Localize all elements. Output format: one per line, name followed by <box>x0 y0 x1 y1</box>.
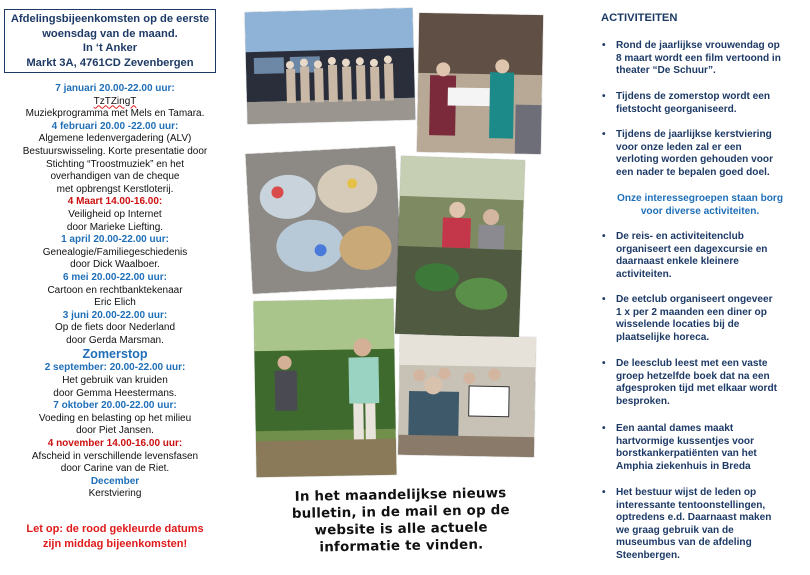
header-line-2: woensdag van de maand. <box>42 27 178 40</box>
event-line: door Marieke Liefting. <box>66 221 164 233</box>
photo-music-meeting <box>398 335 536 457</box>
activity-line: fietstocht georganiseerd. <box>616 103 737 115</box>
newsletter-line-4: informatie te vinden. <box>319 537 484 556</box>
event-date: December <box>90 475 140 487</box>
event-line: door Dick Waalboer. <box>70 259 160 271</box>
activity-line: we graag gebruik van de <box>616 524 734 536</box>
header-line-3: In ‘t Anker <box>82 42 138 55</box>
activity-line: voor onze leden zal er een <box>616 141 742 153</box>
header-line-1: Afdelingsbijeenkomsten op de eerste <box>10 13 210 25</box>
bullet-icon: • <box>602 129 606 140</box>
event-line: Bestuurswisseling. Korte presentatie door <box>22 145 208 157</box>
event-date: 4 februari 20.00 -22.00 uur: <box>51 120 179 132</box>
photo-herb-garden <box>253 299 396 477</box>
warning-line-2: zijn middag bijeenkomsten! <box>42 538 188 550</box>
event-line: Eric Elich <box>94 297 136 309</box>
event-date: 3 juni 20.00-22.00 uur: <box>62 309 168 321</box>
event-date: 1 april 20.00-22.00 uur: <box>61 234 169 246</box>
bullet-icon: • <box>602 423 606 434</box>
zomerstop-heading: Zomerstop <box>82 347 148 362</box>
activity-line: De reis- en activiteitenclub <box>616 231 744 242</box>
event-date: 6 mei 20.00-22.00 uur: <box>63 271 167 283</box>
event-line: TzTZingT <box>93 95 137 107</box>
activity-line: De eetclub organiseert ongeveer <box>616 294 773 305</box>
event-line: door Gemma Heestermans. <box>53 387 177 399</box>
activity-line: borstkankerpatiënten van het <box>616 448 757 460</box>
newsletter-line-3: website is alle actuele <box>314 520 488 539</box>
interest-line-1: Onze interessegroepen staan borg <box>616 193 784 204</box>
activity-line: Amphia ziekenhuis in Breda <box>616 460 751 472</box>
activity-line: activiteiten. <box>616 268 672 280</box>
newsletter-line-2: bulletin, in de mail en op de <box>291 503 510 522</box>
event-line: Muziekprogramma met Mels en Tamara. <box>25 108 205 120</box>
interest-line-2: voor diverse activiteiten. <box>640 205 760 217</box>
event-line: met opbrengst Kerstloterij. <box>56 183 174 195</box>
activity-line: Steenbergen. <box>616 549 680 561</box>
activity-line: De leesclub leest met een vaste <box>616 358 768 369</box>
photo-lottery-gifts <box>245 146 402 294</box>
header-line-4: Markt 3A, 4761CD Zevenbergen <box>26 56 194 69</box>
photo-workshop-table <box>395 156 525 338</box>
activity-line: een nader te bepalen goed doel. <box>616 166 770 178</box>
newsletter-line-1: In het maandelijkse nieuws <box>294 486 507 505</box>
activity-line: Tijdens de jaarlijkse kerstviering <box>616 129 772 140</box>
activity-line: wisselende locaties bij de <box>616 319 740 331</box>
bullet-icon: • <box>602 91 606 102</box>
activity-item <box>602 91 798 116</box>
activity-item <box>602 487 798 563</box>
afternoon-warning <box>0 522 230 552</box>
meeting-info-box <box>4 9 216 73</box>
newsletter-note <box>286 485 515 557</box>
activity-line: interessante tentoonstellingen, <box>616 499 766 511</box>
activity-item <box>602 358 798 408</box>
activity-line: theater “De Schuur”. <box>616 65 716 77</box>
bullet-icon: • <box>602 40 606 51</box>
activity-line: organiseert een dagexcursie en <box>616 243 768 255</box>
activity-line: groep hetzelfde boek dat na een <box>616 370 770 382</box>
event-line: overhandigen van de cheque <box>50 171 180 183</box>
bullet-icon: • <box>602 487 606 498</box>
bullet-icon: • <box>602 231 606 242</box>
activity-item <box>602 231 798 281</box>
event-line: Cartoon en rechtbanktekenaar <box>47 284 183 296</box>
bullet-icon: • <box>602 294 606 305</box>
activity-line: Tijdens de zomerstop wordt een <box>616 91 771 102</box>
event-line: door Gerda Marsman. <box>66 334 164 346</box>
activity-line: hartvormige kussentjes voor <box>616 435 754 447</box>
event-line: door Carine van de Riet. <box>60 463 170 475</box>
activity-line: Rond de jaarlijkse vrouwendag op <box>616 40 780 51</box>
activity-line: afgesproken tijd met elkaar wordt <box>616 383 777 395</box>
activity-item <box>602 129 798 179</box>
activity-line: plaatselijke horeca. <box>616 331 710 343</box>
event-line: Algemene ledenvergadering (ALV) <box>38 133 192 145</box>
activity-line: 8 maart wordt een film vertoond in <box>616 52 781 64</box>
event-date: 4 november 14.00-16.00 uur: <box>47 438 183 450</box>
activity-line: daarnaast enkele kleinere <box>616 256 739 268</box>
event-line: Stichting “Troostmuziek” en het <box>45 158 185 170</box>
activity-line: optredens e.d. Daarnaast maken <box>616 512 772 524</box>
event-line: Kerstviering <box>88 488 142 500</box>
event-date: 7 januari 20.00-22.00 uur: <box>55 83 175 94</box>
event-date: 4 Maart 14.00-16.00: <box>67 196 163 208</box>
event-line: door Piet Jansen. <box>76 425 154 437</box>
schedule-list <box>0 83 230 501</box>
bullet-icon: • <box>602 358 606 369</box>
warning-line-1: Let op: de rood gekleurde datums <box>26 523 204 535</box>
activity-item <box>602 40 798 78</box>
activities-heading: ACTIVITEITEN <box>601 12 678 24</box>
photo-group-bus <box>245 8 416 124</box>
event-date: 2 september: 20.00-22.00 uur: <box>44 362 186 374</box>
activity-line: museumbus van de afdeling <box>616 537 752 549</box>
activity-line: besproken. <box>616 395 670 407</box>
activity-line: 1 x per 2 maanden een diner op <box>616 306 767 318</box>
event-line: Veiligheid op Internet <box>68 208 162 220</box>
event-line: Afscheid in verschillende levensfasen <box>31 450 199 462</box>
event-line: Op de fiets door Nederland <box>54 322 176 334</box>
activity-line: Een aantal dames maakt <box>616 423 734 434</box>
photo-cheque-handover <box>417 13 543 154</box>
event-line: Voeding en belasting op het milieu <box>38 412 192 424</box>
activity-line: Het bestuur wijst de leden op <box>616 487 757 498</box>
event-line: Het gebruik van kruiden <box>62 375 168 387</box>
activity-line: verloting worden gehouden voor <box>616 154 774 166</box>
activity-item <box>602 423 798 473</box>
event-line: Genealogie/Familiegeschiedenis <box>42 246 188 258</box>
interest-groups-heading <box>601 193 799 218</box>
event-date: 7 oktober 20.00-22.00 uur: <box>53 400 177 412</box>
activity-item <box>602 294 798 344</box>
